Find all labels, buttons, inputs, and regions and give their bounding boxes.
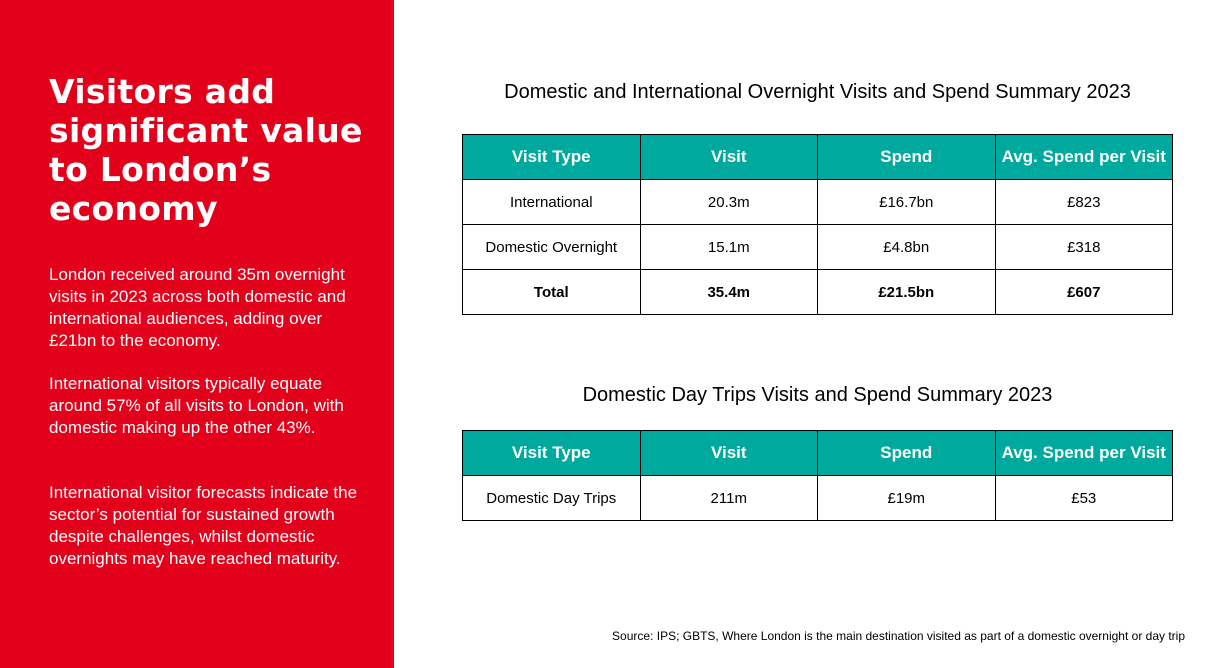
left-panel xyxy=(0,0,394,668)
header-visit-type: Visit Type xyxy=(463,431,641,476)
header-visit: Visit xyxy=(640,431,818,476)
cell-spend: £19m xyxy=(818,476,996,521)
table-row xyxy=(463,180,1173,225)
cell-visit-type: Total xyxy=(463,270,641,315)
cell-visit: 20.3m xyxy=(640,180,818,225)
table-row xyxy=(463,476,1173,521)
overnight-table-title: Domestic and International Overnight Visits and Spend Summary 2023 xyxy=(504,81,1131,103)
page-heading: Visitors add significant value to London’s economy xyxy=(49,72,363,228)
header-avg-spend: Avg. Spend per Visit xyxy=(995,135,1173,180)
cell-visit-type: Domestic Overnight xyxy=(463,225,641,270)
source-note: Source: IPS; GBTS, Where London is the main destination visited as part of a domestic overnight or day trip xyxy=(612,629,1185,643)
intro-paragraph-forecast: International visitor forecasts indicate the sector’s potential for sustained growth despite challenges, whilst domestic overnights may have reached maturity. xyxy=(49,483,358,568)
cell-spend: £16.7bn xyxy=(818,180,996,225)
intro-paragraph-visits: London received around 35m overnight visits in 2023 across both domestic and international audiences, adding over £21bn to the economy. xyxy=(49,265,346,350)
header-spend: Spend xyxy=(818,431,996,476)
header-visit-type: Visit Type xyxy=(463,135,641,180)
cell-visit: 35.4m xyxy=(640,270,818,315)
cell-visit-type: Domestic Day Trips xyxy=(463,476,641,521)
intro-paragraph-share: International visitors typically equate around 57% of all visits to London, with domestic making up the other 43%. xyxy=(49,374,344,437)
cell-avg-spend: £607 xyxy=(995,270,1173,315)
cell-avg-spend: £318 xyxy=(995,225,1173,270)
table-row xyxy=(463,225,1173,270)
day-trips-summary-table xyxy=(462,430,1173,521)
header-visit: Visit xyxy=(640,135,818,180)
cell-visit: 15.1m xyxy=(640,225,818,270)
day-trips-table-title: Domestic Day Trips Visits and Spend Summary 2023 xyxy=(582,384,1053,406)
cell-avg-spend: £823 xyxy=(995,180,1173,225)
cell-spend: £4.8bn xyxy=(818,225,996,270)
cell-avg-spend: £53 xyxy=(995,476,1173,521)
table-header-row xyxy=(463,431,1173,476)
table-header-row xyxy=(463,135,1173,180)
cell-visit-type: International xyxy=(463,180,641,225)
cell-spend: £21.5bn xyxy=(818,270,996,315)
table-total-row xyxy=(463,270,1173,315)
header-avg-spend: Avg. Spend per Visit xyxy=(995,431,1173,476)
overnight-summary-table xyxy=(462,134,1173,315)
header-spend: Spend xyxy=(818,135,996,180)
cell-visit: 211m xyxy=(640,476,818,521)
